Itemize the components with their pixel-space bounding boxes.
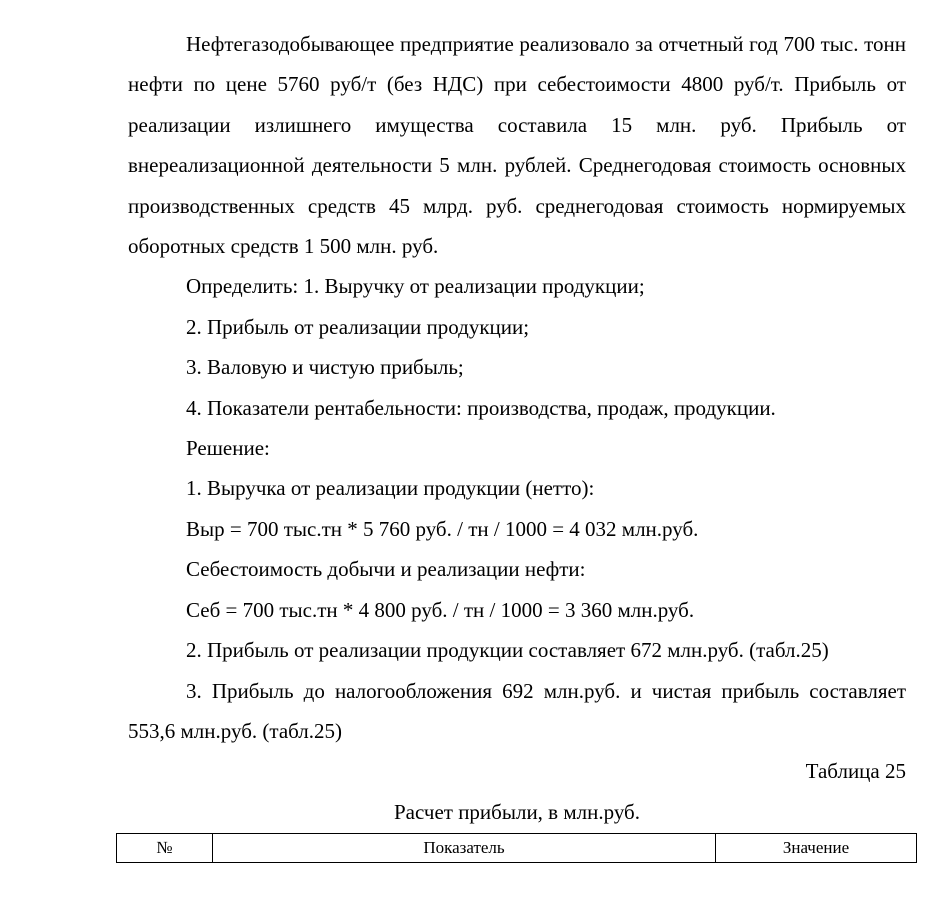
step2-paragraph: 2. Прибыль от реализации продукции составляет 672 млн.руб. (табл.25) [186, 638, 829, 663]
determine-item-3: 3. Валовую и чистую прибыль; [186, 355, 464, 380]
table-header-row [117, 834, 917, 863]
table-label: Таблица 25 [805, 759, 906, 784]
task-paragraph: Нефтегазодобывающее предприятие реализовало за отчетный год 700 тыс. тонн нефти по цене 5760 руб/т (без НДС) при себестоимости 4800 руб/т. Прибыль от реализации излишнего имущества составила 15 млн. руб. Прибыль от внереализационной деятельности 5 млн. рублей. Среднегодовая стоимость основных производственных средств 45 млрд. руб. среднегодовая стоимость нормируемых оборотных средств 1 500 млн. руб. [128, 32, 906, 259]
cost-heading: Себестоимость добычи и реализации нефти: [186, 557, 586, 582]
header-indicator: Показатель [213, 834, 716, 863]
cost-formula: Себ = 700 тыс.тн * 4 800 руб. / тн / 1000 = 3 360 млн.руб. [186, 597, 695, 622]
header-value: Значение [716, 834, 917, 863]
document-body [128, 24, 906, 832]
determine-item-1: Определить: 1. Выручку от реализации продукции; [186, 274, 645, 299]
revenue-formula: Выр = 700 тыс.тн * 5 760 руб. / тн / 1000 = 4 032 млн.руб. [186, 516, 699, 541]
header-number: № [117, 834, 213, 863]
step1-heading: 1. Выручка от реализации продукции (нетто): [186, 476, 595, 501]
determine-item-2: 2. Прибыль от реализации продукции; [186, 314, 530, 339]
profit-table [116, 833, 917, 863]
solution-heading: Решение: [186, 436, 270, 461]
determine-item-4: 4. Показатели рентабельности: производства, продаж, продукции. [186, 395, 776, 420]
table-caption: Расчет прибыли, в млн.руб. [393, 799, 640, 824]
step3-paragraph: 3. Прибыль до налогообложения 692 млн.руб. и чистая прибыль составляет 553,6 млн.руб. (табл.25) [128, 678, 906, 743]
